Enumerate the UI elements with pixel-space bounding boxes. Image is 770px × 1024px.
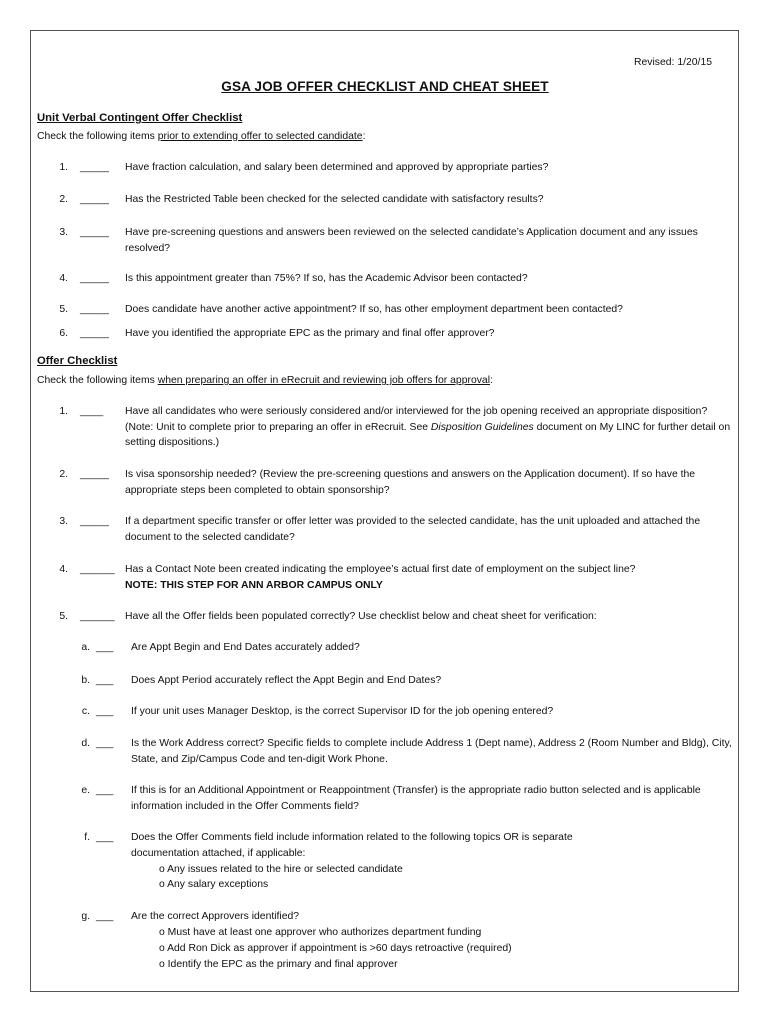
campus-note: NOTE: THIS STEP FOR ANN ARBOR CAMPUS ONLY: [125, 580, 383, 591]
subitem-letter: e.: [81, 785, 90, 796]
checkbox-blank[interactable]: ___: [96, 738, 114, 749]
subitem-text: Are Appt Begin and End Dates accurately added?: [131, 642, 360, 653]
item-number: 5.: [59, 304, 68, 315]
checkbox-blank[interactable]: _____: [80, 194, 109, 205]
checkbox-blank[interactable]: ___: [96, 785, 114, 796]
checklist-item-text: Have all candidates who were seriously considered and/or interviewed for the job opening received an appropriate disposition? (Note: Unit to complete prior to preparing an offer in eRecruit. See Disposition Guidelines document on My LINC for further detail on setting dispositions.): [125, 406, 731, 448]
subitem-text: Are the correct Approvers identified?: [131, 911, 300, 922]
subitem-letter: a.: [81, 642, 90, 653]
subitem-text: Does the Offer Comments field include information related to the following topics OR is separate documentation attached, if applicable:: [131, 832, 573, 859]
subitem-letter: g.: [81, 911, 90, 922]
item-number: 3.: [59, 227, 68, 238]
checkbox-blank[interactable]: ___: [96, 911, 114, 922]
subitem-text: Is the Work Address correct? Specific fields to complete include Address 1 (Dept name), Address 2 (Room Number and Bldg), City, State, and Zip/Campus Code and ten-digit Work Phone.: [131, 738, 732, 765]
checklist-item-text: If a department specific transfer or offer letter was provided to the selected candidate, has the unit uploaded and attached the document to the selected candidate?: [125, 516, 701, 543]
bullet-item: o Any salary exceptions: [159, 879, 269, 890]
checkbox-blank[interactable]: ___: [96, 706, 114, 717]
item-number: 5.: [59, 611, 68, 622]
subitem-letter: d.: [81, 738, 90, 749]
bullet-item: o Any issues related to the hire or selected candidate: [159, 864, 403, 875]
item-number: 3.: [59, 516, 68, 527]
item-number: 2.: [59, 469, 68, 480]
subitem-letter: f.: [84, 832, 90, 843]
checklist-item-text: Has the Restricted Table been checked for the selected candidate with satisfactory results?: [125, 194, 544, 205]
item-number: 4.: [59, 273, 68, 284]
checkbox-blank[interactable]: ____: [80, 406, 104, 417]
checkbox-blank[interactable]: _____: [80, 273, 109, 284]
bullet-item: o Add Ron Dick as approver if appointment is >60 days retroactive (required): [159, 943, 512, 954]
bullet-item: o Must have at least one approver who authorizes department funding: [159, 927, 482, 938]
bullet-item: o Identify the EPC as the primary and final approver: [159, 959, 398, 970]
checklist-item-text: Is visa sponsorship needed? (Review the pre-screening questions and answers on the Application document). If so have the appropriate steps been completed to obtain sponsorship?: [125, 469, 696, 496]
subitem-text: If your unit uses Manager Desktop, is the correct Supervisor ID for the job opening entered?: [131, 706, 554, 717]
item-number: 1.: [59, 162, 68, 173]
section-intro-verbal-offer: Check the following items prior to extending offer to selected candidate:: [37, 131, 366, 142]
checklist-item-text: Have all the Offer fields been populated correctly? Use checklist below and cheat sheet for verification:: [125, 611, 597, 622]
checklist-item-text: Is this appointment greater than 75%? If so, has the Academic Advisor been contacted?: [125, 273, 528, 284]
item-number: 6.: [59, 328, 68, 339]
item-number: 4.: [59, 564, 68, 575]
revised-date: Revised: 1/20/15: [634, 57, 712, 68]
checkbox-blank[interactable]: ______: [80, 564, 115, 575]
section-heading-offer: Offer Checklist: [37, 355, 118, 367]
page-title: GSA JOB OFFER CHECKLIST AND CHEAT SHEET: [221, 79, 549, 94]
checklist-item-text: Does candidate have another active appointment? If so, has other employment department been contacted?: [125, 304, 623, 315]
checkbox-blank[interactable]: _____: [80, 304, 109, 315]
checklist-item-text: Have you identified the appropriate EPC as the primary and final offer approver?: [125, 328, 495, 339]
checkbox-blank[interactable]: ___: [96, 832, 114, 843]
checklist-item-text: Have pre-screening questions and answers been reviewed on the selected candidate’s Application document and any issues resolved?: [125, 227, 698, 254]
checklist-item-text: Has a Contact Note been created indicating the employee’s actual first date of employment on the subject line?: [125, 564, 636, 575]
subitem-text: If this is for an Additional Appointment or Reappointment (Transfer) is the appropriate radio button selected and is applicable information included in the Offer Comments field?: [131, 785, 701, 812]
checklist-item-text: Have fraction calculation, and salary been determined and approved by appropriate parties?: [125, 162, 549, 173]
checkbox-blank[interactable]: _____: [80, 328, 109, 339]
subitem-text: Does Appt Period accurately reflect the Appt Begin and End Dates?: [131, 675, 442, 686]
item-number: 1.: [59, 406, 68, 417]
subitem-letter: b.: [81, 675, 90, 686]
section-heading-verbal-offer: Unit Verbal Contingent Offer Checklist: [37, 112, 243, 124]
section-intro-offer: Check the following items when preparing an offer in eRecruit and reviewing job offers for approval:: [37, 375, 493, 386]
checkbox-blank[interactable]: ______: [80, 611, 115, 622]
checkbox-blank[interactable]: _____: [80, 162, 109, 173]
item-number: 2.: [59, 194, 68, 205]
checkbox-blank[interactable]: ___: [96, 675, 114, 686]
checkbox-blank[interactable]: _____: [80, 227, 109, 238]
checkbox-blank[interactable]: _____: [80, 469, 109, 480]
checkbox-blank[interactable]: ___: [96, 642, 114, 653]
checkbox-blank[interactable]: _____: [80, 516, 109, 527]
subitem-letter: c.: [81, 706, 90, 717]
